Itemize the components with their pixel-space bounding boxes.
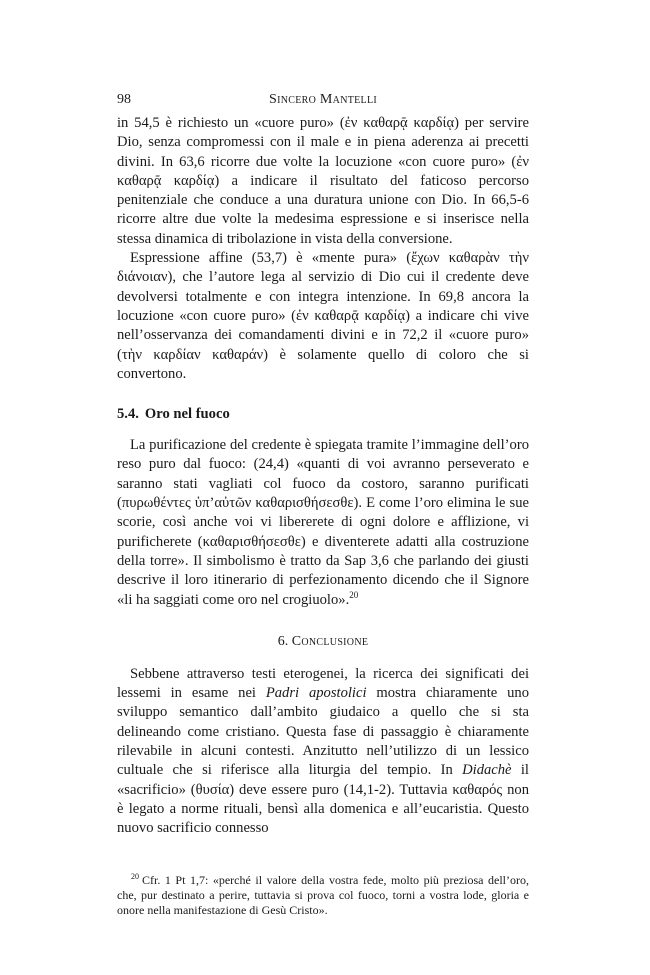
section-number: 5.4. bbox=[117, 406, 139, 423]
section-title: Oro nel fuoco bbox=[144, 406, 230, 423]
footnote bbox=[117, 873, 529, 918]
conclusion-italic-2: Didachè bbox=[462, 762, 512, 779]
footnote-reference[interactable]: 20 bbox=[349, 589, 359, 600]
chapter-title: Conclusione bbox=[291, 633, 369, 649]
chapter-heading bbox=[117, 632, 529, 651]
conclusion-text-2: mostra chiaramente uno sviluppo semantico dall’ambito giudaico a quello che si sta delineando come cristiano. Questa fase di passaggio è chiaramente rilevabile in alcuni contesti. Anzitutto nell’utilizzo di un lessico cultuale che si riferisce alla liturgia del tempio. In bbox=[117, 685, 529, 779]
running-head bbox=[117, 92, 529, 114]
paragraph bbox=[117, 665, 529, 839]
running-title: Sincero Mantelli bbox=[269, 92, 377, 107]
section-paragraph-text: La purificazione del credente è spiegata tramite l’immagine dell’oro reso puro dal fuoco: (24,4) «quanti di voi avranno perseverato e saranno stati vagliati col fuoco da costoro, saranno purificati (πυρωθέντες ὑπ’αὐτῶν καθαρισθήσεσθε). E come l’oro elimina le sue scorie, così anche voi vi libererete di ogni dolore e afflizione, vi purificherete (καθαρισθήσεσθε) e diventerete adatti alla costruzione della torre». Il simbolismo è tratto da Sap 3,6 che parlando dei giusti descrive il loro itinerario di perfezionamento dicendo che il Signore «li ha saggiati come oro nel crogiuolo». bbox=[117, 437, 529, 608]
conclusion-italic-1: Padri apostolici bbox=[265, 685, 367, 702]
paragraph bbox=[117, 436, 529, 610]
conclusion-text-3: il «sacrificio» (θυσία) deve essere puro (14,1-2). Tuttavia καθαρός non è legato a norme rituali, bensì alla domenica e all’eucaristia. Questo nuovo sacrificio connesso bbox=[117, 762, 529, 837]
paragraph: in 54,5 è richiesto un «cuore puro» (ἐν καθαρᾷ καρδίᾳ) per servire Dio, senza compromessi con il male e in piena aderenza ai precetti divini. In 63,6 ricorre due volte la locuzione «con cuore puro» (ἐν καθαρᾷ καρδίᾳ) a indicare il risultato del faticoso percorso penitenziale che conduce a una duratura unione con Dio. In 66,5-6 ricorre altre due volte la medesima espressione e si inserisce nella stessa dinamica di tribolazione in vista della conversione. bbox=[117, 115, 529, 247]
footnote-text: Cfr. 1 Pt 1,7: «perché il valore della vostra fede, molto più preziosa dell’oro, che, pur destinato a perire, tuttavia si prova col fuoco, torni a vostra lode, gloria e onore nella manifestazione di Gesù Cristo». bbox=[117, 872, 529, 917]
footnotes bbox=[117, 873, 529, 918]
footnote-number: 20 bbox=[131, 871, 139, 881]
page bbox=[117, 92, 529, 918]
page-number: 98 bbox=[117, 92, 131, 107]
body-text bbox=[117, 114, 529, 839]
paragraph: Espressione affine (53,7) è «mente pura» (ἔχων καθαρὰν τὴν διάνοιαν), che l’autore lega al servizio di Dio cui il credente deve devolversi totalmente e con integra intenzione. In 69,8 ancora la locuzione «con cuore puro» (ἐν καθαρᾷ καρδίᾳ) a indicare chi vive nell’osservanza dei comandamenti divini e in 72,2 il «cuore puro» (τὴν καρδίαν καθαράν) è solamente quello di coloro che si convertono. bbox=[117, 250, 529, 382]
chapter-number: 6. bbox=[277, 633, 289, 649]
section-heading bbox=[117, 405, 529, 424]
conclusion-text-1: Sebbene attraverso testi eterogenei, la ricerca dei significati dei lessemi in esame nei bbox=[117, 665, 529, 702]
